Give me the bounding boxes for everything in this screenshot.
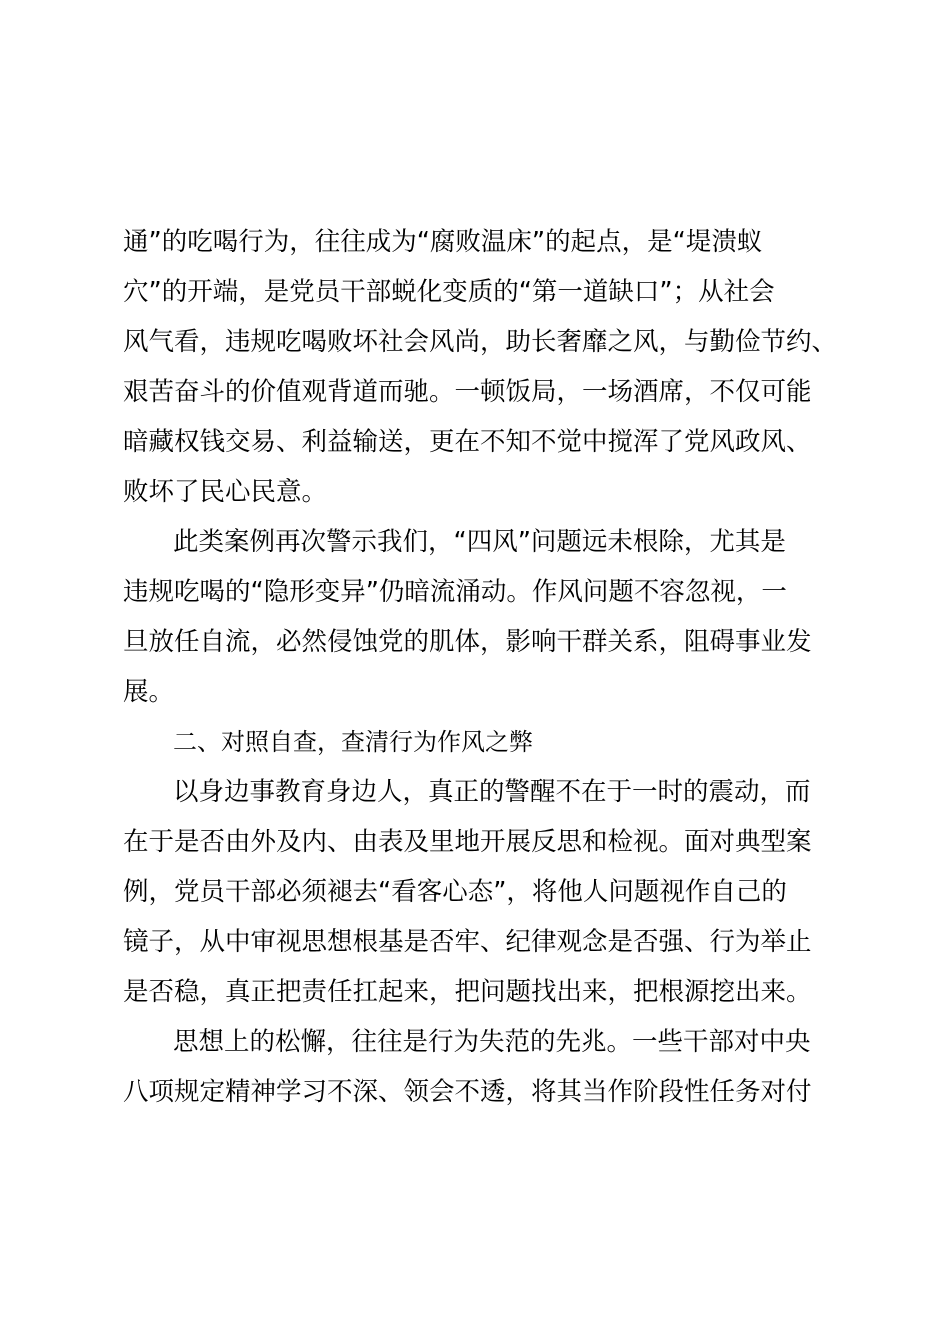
- section-heading: 二、对照自查，查清行为作风之弊: [173, 728, 533, 756]
- paragraph-2-line-4: 展。: [123, 677, 175, 707]
- paragraph-3-line-1: 以身边事教育身边人，真正的警醒不在于一时的震动，而: [173, 777, 811, 807]
- paragraph-1-line-6: 败坏了民心民意。: [123, 477, 328, 507]
- paragraph-3-line-5: 是否稳，真正把责任扛起来，把问题找出来，把根源挖出来。: [123, 977, 812, 1007]
- paragraph-1-line-3: 风气看，违规吃喝败坏社会风尚，助长奢靡之风，与勤俭节约、: [123, 327, 838, 357]
- paragraph-2-line-1: 此类案例再次警示我们，“四风”问题远未根除，尤其是: [173, 527, 786, 557]
- paragraph-2-line-3: 旦放任自流，必然侵蚀党的肌体，影响干群关系，阻碍事业发: [123, 627, 812, 657]
- paragraph-2-line-2: 违规吃喝的“隐形变异”仍暗流涌动。作风问题不容忽视，一: [123, 577, 787, 607]
- paragraph-4-line-2: 八项规定精神学习不深、领会不透，将其当作阶段性任务对付: [123, 1077, 812, 1107]
- paragraph-1-line-5: 暗藏权钱交易、利益输送，更在不知不觉中搅浑了党风政风、: [123, 427, 812, 457]
- paragraph-1-line-4: 艰苦奋斗的价值观背道而驰。一顿饭局，一场酒席，不仅可能: [123, 377, 812, 407]
- paragraph-3-line-4: 镜子，从中审视思想根基是否牢、纪律观念是否强、行为举止: [123, 927, 812, 957]
- paragraph-3-line-3: 例，党员干部必须褪去“看客心态”，将他人问题视作自己的: [123, 877, 787, 907]
- paragraph-1-line-1: 通”的吃喝行为，往往成为“腐败温床”的起点，是“堤溃蚁: [123, 227, 763, 257]
- paragraph-4-line-1: 思想上的松懈，往往是行为失范的先兆。一些干部对中央: [173, 1027, 811, 1057]
- paragraph-1-line-2: 穴”的开端，是党员干部蜕化变质的“第一道缺口”；从社会: [123, 277, 775, 307]
- paragraph-3-line-2: 在于是否由外及内、由表及里地开展反思和检视。面对典型案: [123, 827, 812, 857]
